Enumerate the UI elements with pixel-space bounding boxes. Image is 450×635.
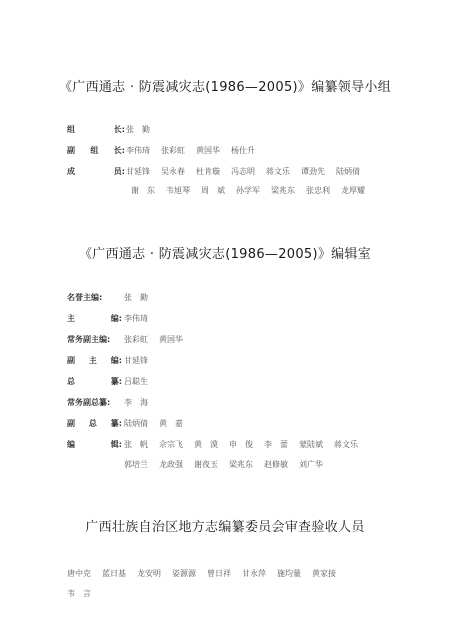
name-list-continued [124, 459, 334, 470]
person-name: 龙安明 [137, 569, 161, 578]
person-name: 郭培兰 [124, 460, 148, 469]
person-name: 黄 嘉 [159, 419, 183, 428]
role-label: 常务副总纂: [67, 398, 111, 407]
person-name: 甘永萍 [242, 569, 266, 578]
name-list [124, 313, 159, 324]
role-label: 副 总 纂: [67, 419, 122, 428]
person-name: 周 斌 [201, 186, 225, 195]
name-list-continued [131, 185, 376, 196]
person-name: 蒋文乐 [334, 440, 358, 449]
person-name: 孙学军 [236, 186, 260, 195]
editorial-row-executive-deputy-compiler [67, 397, 437, 413]
name-list [124, 376, 159, 387]
person-name: 陆炳倩 [124, 419, 148, 428]
editorial-row-deputy-compiler [67, 418, 437, 434]
person-name: 蒋文乐 [266, 167, 290, 176]
person-name: 梁兆东 [271, 186, 295, 195]
editorial-row-general-compiler [67, 376, 437, 392]
name-list [124, 334, 194, 345]
role-label: 常务副主编: [67, 335, 111, 344]
person-name: 李 海 [124, 398, 148, 407]
person-name: 甘延锋 [126, 167, 150, 176]
role-label: 主 编: [67, 314, 122, 323]
person-name: 韦 言 [67, 589, 91, 598]
role-label: 名誉主编: [67, 293, 103, 302]
person-name: 黄国华 [159, 335, 183, 344]
person-name: 刘广华 [299, 460, 323, 469]
person-name: 龙厚耀 [341, 186, 365, 195]
reviewer-list-line-2 [67, 588, 102, 599]
person-name: 吕聪生 [124, 377, 148, 386]
editorial-row-honorary-editor [67, 292, 437, 308]
person-name: 梁兆东 [229, 460, 253, 469]
person-name: 龙政强 [159, 460, 183, 469]
person-name: 黄 漠 [194, 440, 218, 449]
name-list [124, 397, 159, 408]
person-name: 赵修敏 [264, 460, 288, 469]
person-name: 李 蕾 [264, 440, 288, 449]
editorial-row-executive-deputy-editor [67, 334, 437, 350]
editorial-row-chief-editor [67, 313, 437, 329]
person-name: 冯志明 [231, 167, 255, 176]
person-name: 张忠利 [306, 186, 330, 195]
person-name: 黄国华 [196, 146, 220, 155]
person-name: 张 勤 [126, 125, 150, 134]
person-name: 蒙陆斌 [299, 440, 323, 449]
person-name: 谢夜玉 [194, 460, 218, 469]
person-name: 曾日祥 [207, 569, 231, 578]
role-label: 总 纂: [67, 377, 122, 386]
editorial-row-editors [67, 439, 437, 455]
person-name: 谢 东 [131, 186, 155, 195]
name-list [124, 355, 159, 366]
role-label: 编 辑: [67, 440, 122, 449]
person-name: 甘延锋 [124, 356, 148, 365]
person-name: 张 帆 [124, 440, 148, 449]
person-name: 李伟琦 [124, 314, 148, 323]
leader-row-head [67, 124, 437, 140]
name-list [126, 166, 371, 177]
person-name: 姿源源 [172, 569, 196, 578]
leader-row-deputy [67, 145, 437, 161]
person-name: 李伟琦 [126, 146, 150, 155]
name-list [126, 145, 266, 156]
person-name: 施均量 [277, 569, 301, 578]
person-name: 吴永春 [161, 167, 185, 176]
person-name: 佘宗飞 [159, 440, 183, 449]
editorial-row-deputy-editor [67, 355, 437, 371]
section-title-leader-group: 《广西通志 · 防震减灾志(1986—2005)》编纂领导小组 [58, 80, 391, 95]
person-name: 黄家接 [312, 569, 336, 578]
name-list [126, 124, 161, 135]
section-title-review-committee: 广西壮族自治区地方志编纂委员会审查验收人员 [85, 520, 365, 535]
section-title-editorial-office: 《广西通志 · 防震减灾志(1986—2005)》编辑室 [78, 247, 372, 262]
person-name: 张彩虹 [161, 146, 185, 155]
person-name: 陆炳倩 [336, 167, 360, 176]
person-name: 张彩虹 [124, 335, 148, 344]
name-list [124, 439, 369, 450]
role-label: 副 组 长: [67, 146, 125, 155]
role-label: 组 长: [67, 125, 125, 134]
role-label: 成 员: [67, 167, 125, 176]
person-name: 唐中克 [67, 569, 91, 578]
role-label: 副 主 编: [67, 356, 122, 365]
leader-row-members [67, 166, 437, 182]
person-name: 杨仕升 [231, 146, 255, 155]
person-name: 谭劲先 [301, 167, 325, 176]
person-name: 张 勤 [124, 293, 148, 302]
person-name: 韦旭琴 [166, 186, 190, 195]
name-list [124, 418, 194, 429]
reviewer-list-line-1 [67, 568, 347, 579]
name-list [124, 292, 159, 303]
person-name: 蓝日基 [102, 569, 126, 578]
person-name: 杜肯璇 [196, 167, 220, 176]
person-name: 申 俊 [229, 440, 253, 449]
